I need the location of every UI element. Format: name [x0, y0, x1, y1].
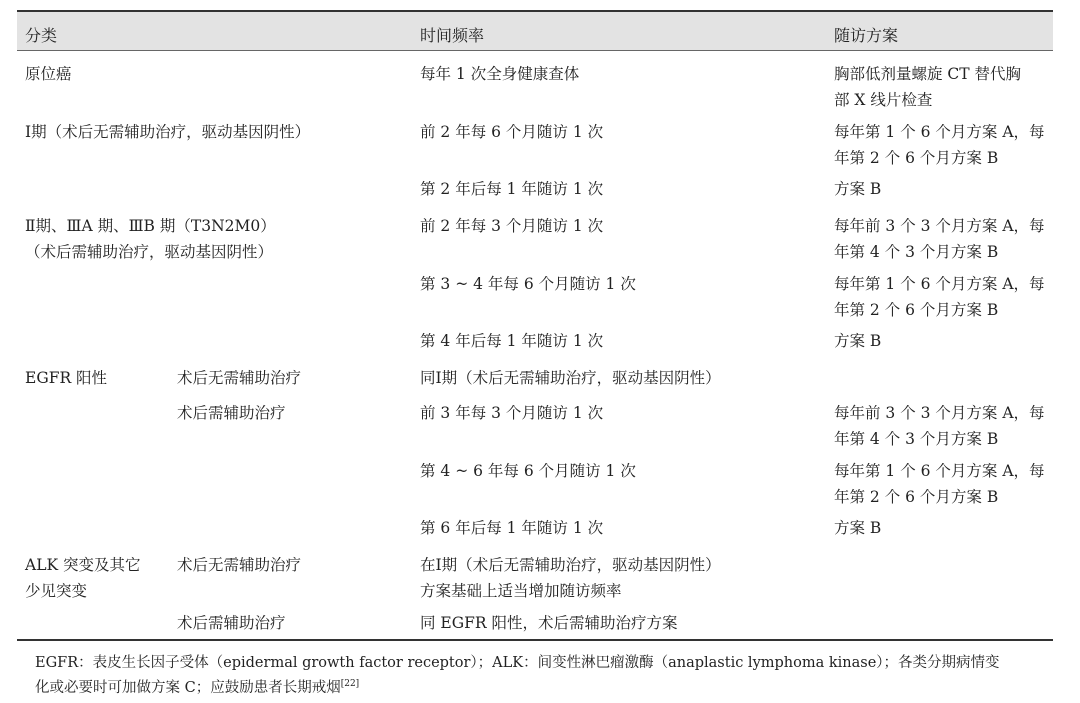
cell-category: Ⅱ期、ⅢA 期、ⅢB 期（T3N2M0）	[25, 217, 276, 235]
header-rule	[17, 50, 1053, 51]
cell-frequency: 每年 1 次全身健康查体	[420, 65, 580, 83]
cell-frequency: 第 4 年后每 1 年随访 1 次	[420, 332, 604, 350]
cell-frequency: 同 EGFR 阳性，术后需辅助治疗方案	[420, 614, 678, 632]
cell-category: （术后需辅助治疗，驱动基因阴性）	[25, 243, 274, 261]
footnote-line: EGFR：表皮生长因子受体（epidermal growth factor receptor）；ALK：间变性淋巴瘤激酶（anaplastic lymphoma kinase）；各类分期病情变	[35, 655, 1000, 671]
cell-category: Ⅰ期（术后无需辅助治疗，驱动基因阴性）	[25, 123, 311, 141]
cell-plan: 年第 2 个 6 个月方案 B	[834, 301, 999, 319]
cell-plan: 每年第 1 个 6 个月方案 A，每	[834, 275, 1045, 293]
header-frequency: 时间频率	[420, 26, 485, 45]
header-plan: 随访方案	[834, 26, 899, 45]
cell-plan: 年第 4 个 3 个月方案 B	[834, 243, 999, 261]
cell-plan: 每年第 1 个 6 个月方案 A，每	[834, 123, 1045, 141]
cell-plan: 年第 2 个 6 个月方案 B	[834, 149, 999, 167]
cell-frequency: 前 2 年每 3 个月随访 1 次	[420, 217, 604, 235]
cell-frequency: 方案基础上适当增加随访频率	[420, 582, 622, 600]
cell-frequency: 第 3 ~ 4 年每 6 个月随访 1 次	[420, 275, 636, 293]
cell-frequency: 前 3 年每 3 个月随访 1 次	[420, 404, 604, 422]
cell-subcategory: 术后需辅助治疗	[177, 614, 286, 632]
cell-plan: 每年前 3 个 3 个月方案 A，每	[834, 217, 1045, 235]
cell-category: 原位癌	[25, 65, 72, 83]
cell-subcategory: 术后无需辅助治疗	[177, 369, 302, 387]
cell-frequency: 同Ⅰ期（术后无需辅助治疗，驱动基因阴性）	[420, 369, 721, 387]
cell-plan: 胸部低剂量螺旋 CT 替代胸	[834, 65, 1022, 83]
cell-frequency: 前 2 年每 6 个月随访 1 次	[420, 123, 604, 141]
cell-plan: 年第 4 个 3 个月方案 B	[834, 430, 999, 448]
cell-plan: 方案 B	[834, 180, 882, 198]
table-header	[17, 12, 1053, 50]
cell-subcategory: 术后无需辅助治疗	[177, 556, 302, 574]
cell-plan: 方案 B	[834, 519, 882, 537]
table-footnote	[35, 651, 1045, 701]
cell-plan: 年第 2 个 6 个月方案 B	[834, 488, 999, 506]
cell-frequency: 第 2 年后每 1 年随访 1 次	[420, 180, 604, 198]
cell-frequency: 第 4 ~ 6 年每 6 个月随访 1 次	[420, 462, 636, 480]
cell-frequency: 第 6 年后每 1 年随访 1 次	[420, 519, 604, 537]
reference-marker: [22]	[340, 679, 360, 690]
cell-plan: 方案 B	[834, 332, 882, 350]
cell-subcategory: 术后需辅助治疗	[177, 404, 286, 422]
table-bottom-rule	[17, 639, 1053, 641]
footnote-line	[35, 676, 1045, 701]
cell-category: EGFR 阳性	[25, 369, 108, 387]
cell-plan: 部 X 线片检查	[834, 91, 933, 109]
cell-plan: 每年前 3 个 3 个月方案 A，每	[834, 404, 1045, 422]
cell-plan: 每年第 1 个 6 个月方案 A，每	[834, 462, 1045, 480]
header-category: 分类	[25, 26, 58, 45]
cell-frequency: 在Ⅰ期（术后无需辅助治疗，驱动基因阴性）	[420, 556, 721, 574]
footnote-text: 化或必要时可加做方案 C；应鼓励患者长期戒烟	[35, 680, 341, 696]
cell-category: 少见突变	[25, 582, 88, 600]
cell-category: ALK 突变及其它	[25, 556, 141, 574]
